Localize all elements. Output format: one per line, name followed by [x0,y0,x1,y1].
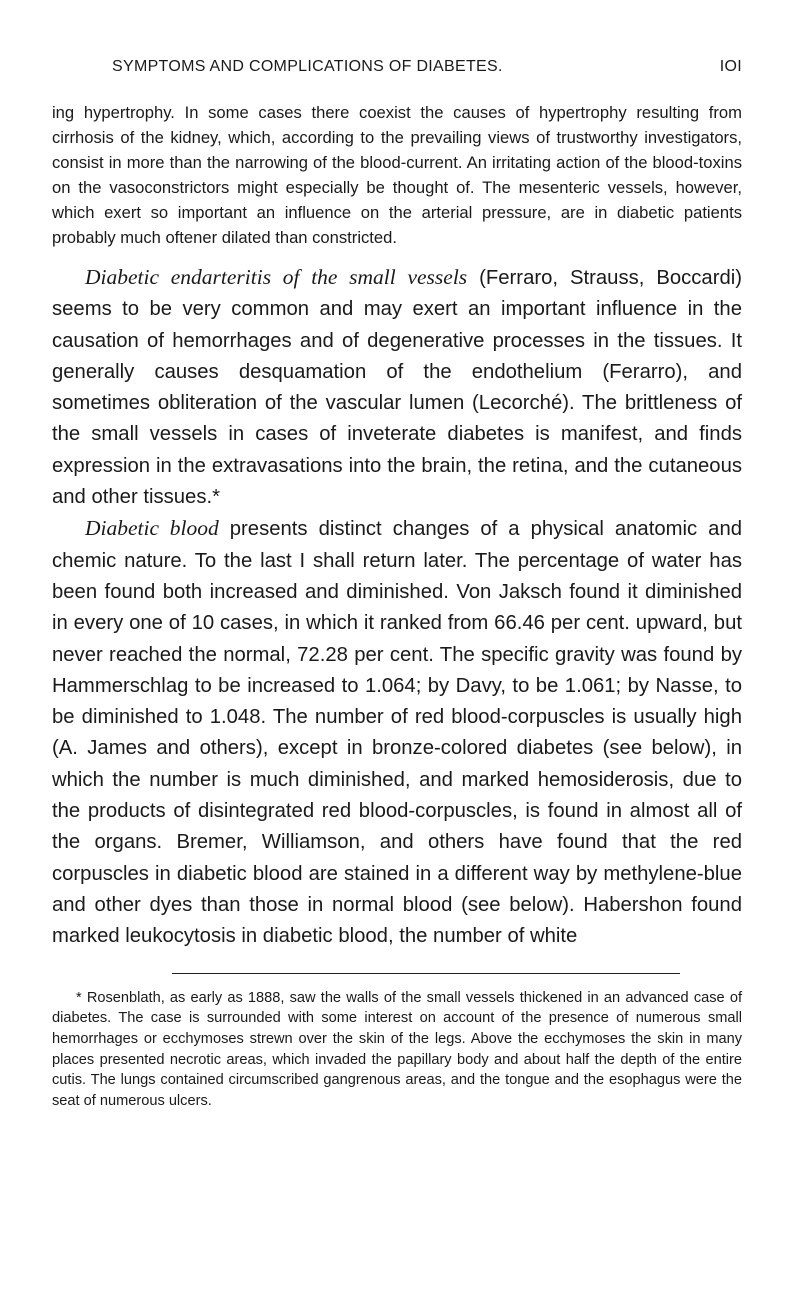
diabetic-blood-heading: Diabetic blood [85,516,219,541]
diabetic-blood-text: presents distinct changes of a physical anatomic and chemic nature. To the last I shall return later. The percentage of water has been found both increased and diminished. Von Jaksch found it diminished in every one of 10 cases, in which it ranked from 66.46 per cent. upward, but never reached the normal, 72.28 per cent. The specific gravity was found by Hammerschlag to be increased to 1.064; by Davy, to be 1.061; by Nasse, to be diminished to 1.048. The number of red blood-corpuscles is usually high (A. James and others), except in bronze-colored diabetes (see below), in which the number is much diminished, and marked hemosiderosis, due to the products of disintegrated red blood-corpuscles, is found in almost all of the organs. Bremer, Williamson, and others have found that the red corpuscles in diabetic blood are stained in a different way by methylene-blue and other dyes than those in normal blood (see below). Habershon found marked leukocytosis in diabetic blood, the number of white [52,518,743,948]
endarteritis-heading: Diabetic endarteritis of the small vessels [85,265,468,289]
page-number: IOI [719,58,742,75]
running-head [52,50,742,80]
running-head-title: SYMPTOMS AND COMPLICATIONS OF DIABETES. [112,58,503,75]
footnote-divider [172,973,680,974]
lead-paragraph: ing hypertrophy. In some cases there coexist the causes of hypertrophy resulting from cirrhosis of the kidney, which, according to the prevailing views of trustworthy investigators, consist in more than the narrowing of the blood-current. An irritating action of the blood-toxins on the vasoconstrictors might especially be thought of. The mesenteric vessels, however, which exert so important an influence on the arterial pressure, are in diabetic patients probably much oftener dilated than constricted. [52,103,742,247]
endarteritis-text: (Ferraro, Strauss, Boccardi) seems to be very common and may exert an important influence in the causation of hemorrhages and of degenerative processes in the tissues. It generally causes desquamation of the endothelium (Ferarro), and sometimes obliteration of the vascular lumen (Lecorché). The brittleness of the small vessels in cases of inveterate diabetes is manifest, and finds expression in the extravasations into the brain, the retina, and the cutaneous and other tissues.* [52,267,742,509]
book-page [0,50,800,1312]
footnote: * Rosenblath, as early as 1888, saw the walls of the small vessels thickened in an advanced case of diabetes. The case is surrounded with some interest on account of the presence of numerous small hemorrhages or ecchymoses strewn over the skin of the legs. Above the ecchymoses the skin in many places presented necrotic areas, which invaded the papillary body and about half the depth of the entire cutis. The lungs contained circumscribed gangrenous areas, and the tongue and the esophagus were the seat of numerous ulcers. [52,989,742,1110]
paragraph-diabetic-blood [52,513,742,952]
paragraph-endarteritis [52,262,742,513]
